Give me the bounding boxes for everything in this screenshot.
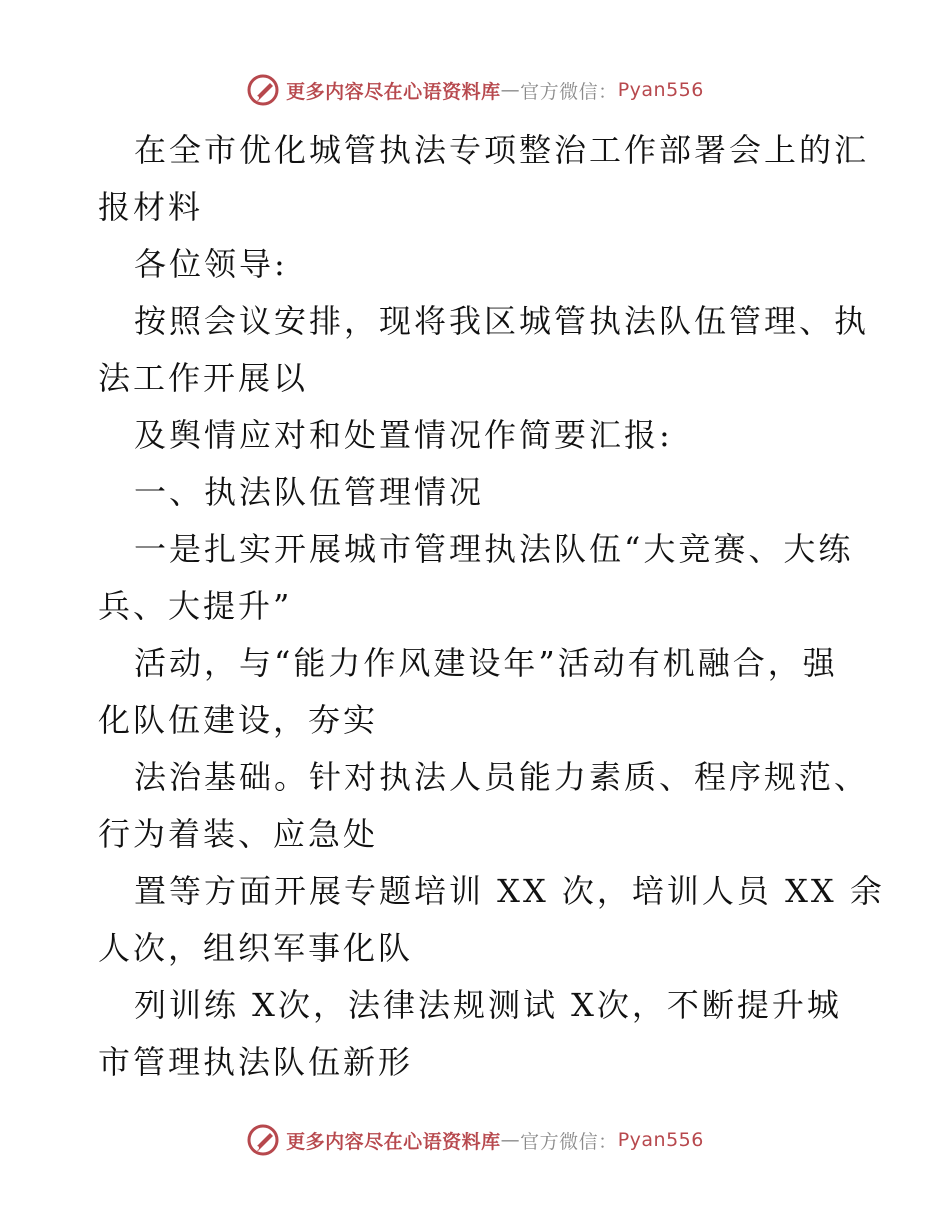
paragraph-line: 法工作开展以 — [98, 359, 309, 397]
watermark-text — [286, 77, 704, 104]
paragraph-line: 列训练 X次，法律法规测试 X次，不断提升城 — [134, 986, 842, 1024]
title-line-2: 报材料 — [98, 188, 204, 226]
pen-logo-icon — [246, 73, 280, 107]
section-heading: 一、执法队伍管理情况 — [134, 473, 485, 511]
watermark-main: 更多内容尽在心语资料库 — [286, 1130, 501, 1153]
watermark-wechat-label: 官方微信： — [520, 80, 618, 103]
paragraph-line: 人次，组织军事化队 — [98, 929, 414, 967]
watermark-wechat-id: Pyan556 — [617, 79, 704, 101]
watermark-wechat-label: 官方微信： — [520, 1130, 618, 1153]
paragraph-line: 按照会议安排，现将我区城管执法队伍管理、执 — [134, 302, 870, 340]
watermark-text — [286, 1127, 704, 1154]
paragraph-line: 兵、大提升” — [98, 587, 293, 625]
header-watermark — [0, 70, 950, 110]
watermark-dash: — — [500, 79, 521, 101]
paragraph-line: 置等方面开展专题培训 XX 次，培训人员 XX 余 — [134, 872, 885, 910]
watermark-wechat-id: Pyan556 — [617, 1129, 704, 1151]
title-line-1: 在全市优化城管执法专项整治工作部署会上的汇 — [134, 131, 870, 169]
footer-watermark — [0, 1120, 950, 1160]
salutation: 各位领导: — [134, 245, 288, 283]
paragraph-line: 行为着装、应急处 — [98, 815, 379, 853]
paragraph-line: 市管理执法队伍新形 — [98, 1043, 414, 1081]
watermark-main: 更多内容尽在心语资料库 — [286, 80, 501, 103]
paragraph-line: 一是扎实开展城市管理执法队伍“大竞赛、大练 — [134, 530, 854, 568]
paragraph-line: 活动，与“能力作风建设年”活动有机融合，强 — [134, 644, 838, 682]
pen-logo-icon — [246, 1123, 280, 1157]
paragraph-line: 化队伍建设，夯实 — [98, 701, 379, 739]
paragraph-line: 法治基础。针对执法人员能力素质、程序规范、 — [134, 758, 870, 796]
paragraph-line: 及舆情应对和处置情况作简要汇报: — [134, 416, 673, 454]
document-body — [98, 122, 885, 1091]
watermark-dash: — — [500, 1129, 521, 1151]
